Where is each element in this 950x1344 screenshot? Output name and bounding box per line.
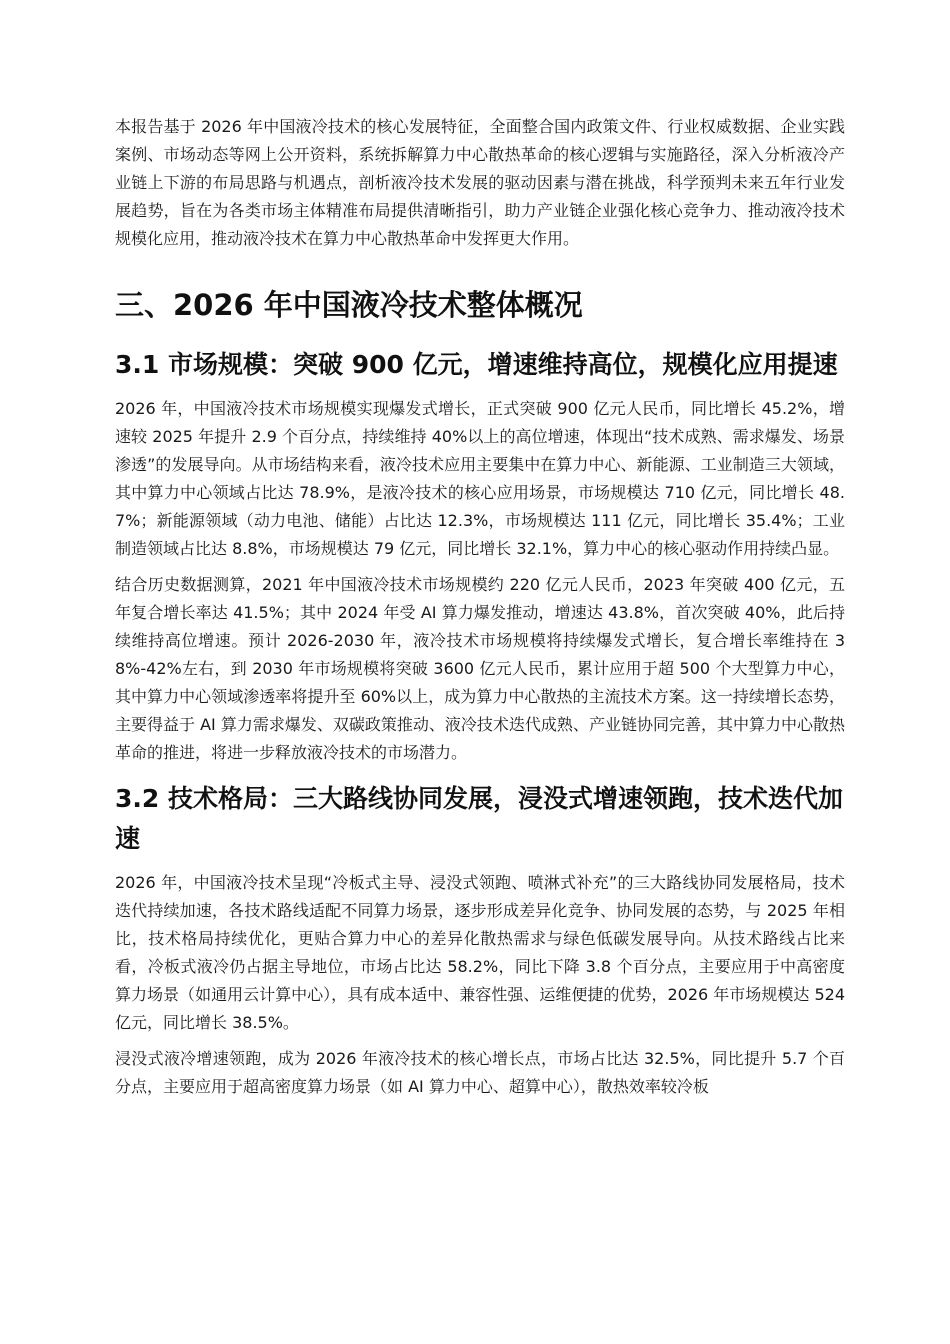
section-3-2-paragraph-1: 2026 年，中国液冷技术呈现“冷板式主导、浸没式领跑、喷淋式补充”的三大路线协同发展格局，技术迭代持续加速，各技术路线适配不同算力场景，逐步形成差异化竞争、协同发展的态势，与 2025 年相比，技术格局持续优化，更贴合算力中心的差异化散热需求与绿色低碳发展导向。从技术路线占比来看，冷板式液冷仍占据主导地位，市场占比达 58.2%，同比下降 3.8 个百分点，主要应用于中高密度算力场景（如通用云计算中心），具有成本适中、兼容性强、运维便捷的优势，2026 年市场规模达 524 亿元，同比增长 38.5%。 (115, 873, 845, 1032)
section-3-1-heading: 3.1 市场规模：突破 900 亿元，增速维持高位，规模化应用提速 (115, 350, 838, 379)
section-3-heading: 三、2026 年中国液冷技术整体概况 (115, 288, 583, 322)
section-3-2-paragraph-2: 浸没式液冷增速领跑，成为 2026 年液冷技术的核心增长点，市场占比达 32.5%，同比提升 5.7 个百分点，主要应用于超高密度算力场景（如 AI 算力中心、超算中心），散热效率较冷板 (115, 1049, 845, 1096)
section-3-1-paragraph-1: 2026 年，中国液冷技术市场规模实现爆发式增长，正式突破 900 亿元人民币，同比增长 45.2%，增速较 2025 年提升 2.9 个百分点，持续维持 40%以上的高位增速，体现出“技术成熟、需求爆发、场景渗透”的发展导向。从市场结构来看，液冷技术应用主要集中在算力中心、新能源、工业制造三大领域，其中算力中心领域占比达 78.9%，是液冷技术的核心应用场景，市场规模达 710 亿元，同比增长 48.7%；新能源领域（动力电池、储能）占比达 12.3%，市场规模达 111 亿元，同比增长 35.4%；工业制造领域占比达 8.8%，市场规模达 79 亿元，同比增长 32.1%，算力中心的核心驱动作用持续凸显。 (115, 399, 845, 558)
section-3-1-paragraph-2: 结合历史数据测算，2021 年中国液冷技术市场规模约 220 亿元人民币，2023 年突破 400 亿元，五年复合增长率达 41.5%；其中 2024 年受 AI 算力爆发推动，增速达 43.8%，首次突破 40%，此后持续维持高位增速。预计 2026-2030 年，液冷技术市场规模将持续爆发式增长，复合增长率维持在 38%-42%左右，到 2030 年市场规模将突破 3600 亿元人民币，累计应用于超 500 个大型算力中心，其中算力中心领域渗透率将提升至 60%以上，成为算力中心散热的主流技术方案。这一持续增长态势，主要得益于 AI 算力需求爆发、双碳政策推动、液冷技术迭代成熟、产业链协同完善，其中算力中心散热革命的推进，将进一步释放液冷技术的市场潜力。 (115, 575, 845, 762)
intro-paragraph: 本报告基于 2026 年中国液冷技术的核心发展特征，全面整合国内政策文件、行业权威数据、企业实践案例、市场动态等网上公开资料，系统拆解算力中心散热革命的核心逻辑与实施路径，深入分析液冷产业链上下游的布局思路与机遇点，剖析液冷技术发展的驱动因素与潜在挑战，科学预判未来五年行业发展趋势，旨在为各类市场主体精准布局提供清晰指引，助力产业链企业强化核心竞争力、推动液冷技术规模化应用，推动液冷技术在算力中心散热革命中发挥更大作用。 (115, 117, 845, 248)
section-3-2-heading: 3.2 技术格局：三大路线协同发展，浸没式增速领跑，技术迭代加速 (115, 784, 843, 853)
document-body (115, 113, 845, 1109)
